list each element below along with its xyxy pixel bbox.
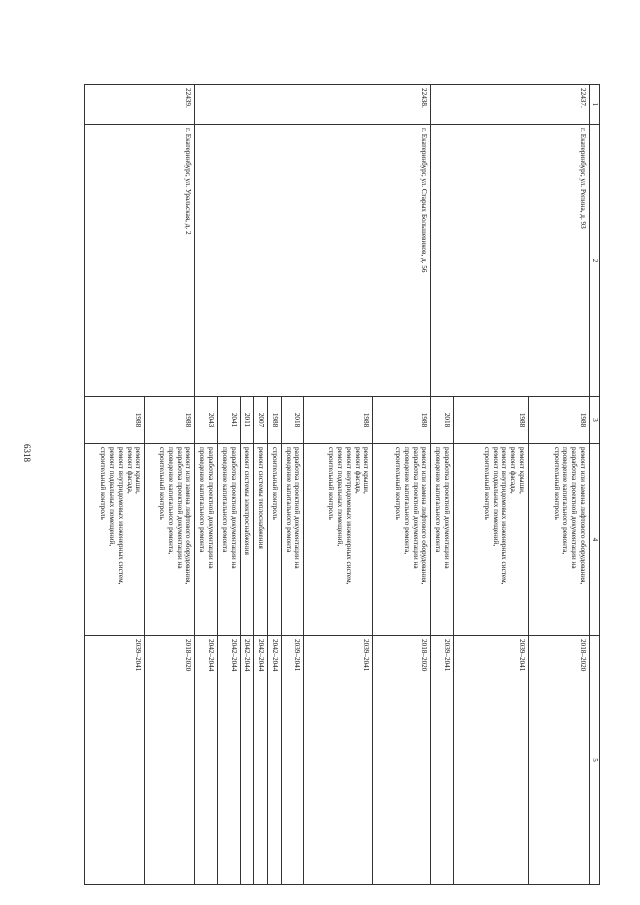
work-line: разработка проектной документации на [293,447,302,569]
address-cell: г. Екатеринбург, ул. Уральская, д. 2 [85,125,195,397]
period-cell: 2039–2041 [454,636,529,885]
period-cell: 2042–2044 [268,636,282,885]
work-line: ремонт фасада, [353,447,362,494]
work-line: ремонт внутридомовых инженерных систем, [116,447,125,585]
work-line: проведение капитального ремонта [198,447,207,553]
row-number: 22438. [195,85,431,125]
column-header: 5 [590,636,600,885]
work-line: ремонт крыши, [518,447,526,494]
work-line: проведение капитального ремонта, [561,447,570,555]
work-line: ремонт системы электроснабжения [243,447,252,555]
year-cell: 1988 [529,397,590,444]
work-line: строительный контроль [158,447,167,520]
work-line: ремонт системы теплоснабжения [257,447,266,549]
period-cell: 2039–2041 [304,636,373,885]
page-number: 6318 [22,444,32,462]
work-line: ремонт или замена лифтового оборудования, [184,447,193,585]
work-line: разработка проектной документации на [443,447,451,569]
column-header: 1 [590,85,600,125]
work-line: ремонт подвальных помещений, [108,447,117,547]
works-cell [240,444,254,636]
period-cell: 2039–2041 [431,636,454,885]
works-cell [373,444,431,636]
year-cell: 1988 [145,397,195,444]
work-line: разработка проектной документации на [206,447,215,569]
header-row [590,85,600,885]
year-cell: 2007 [254,397,268,444]
row-number: 22437. [431,85,590,125]
work-line: ремонт подвальных помещений, [491,447,500,547]
year-cell: 1988 [268,397,282,444]
period-cell: 2042–2044 [217,636,240,885]
work-line: строительный контроль [552,447,561,520]
work-line: разработка проектной документации на [175,447,184,569]
work-line: проведение капитального ремонта, [166,447,175,555]
year-cell: 2018 [431,397,454,444]
year-cell: 1988 [454,397,529,444]
work-line: строительный контроль [99,447,108,520]
works-cell [304,444,373,636]
work-line: строительный контроль [482,447,491,520]
period-cell: 2018–2020 [373,636,431,885]
work-line: ремонт или замена лифтового оборудования, [579,447,587,585]
works-cell [254,444,268,636]
period-cell: 2039–2041 [85,636,145,885]
work-line: разработка проектной документации на [570,447,579,569]
table-row [145,85,195,885]
works-cell [529,444,590,636]
year-cell: 1988 [373,397,431,444]
work-line: ремонт фасада, [125,447,134,494]
period-cell: 2042–2044 [195,636,218,885]
column-header: 4 [590,444,600,636]
address-cell: г. Екатеринбург, ул. Старых Большевиков, д. 56 [195,125,431,397]
work-line: проведение капитального ремонта, [402,447,411,555]
work-line: ремонт крыши, [362,447,371,494]
works-cell [85,444,145,636]
works-cell [281,444,304,636]
work-line: разработка проектной документации на [411,447,420,569]
work-line: ремонт подвальных помещений, [336,447,345,547]
work-line: проведение капитального ремонта [284,447,293,553]
period-cell: 2042–2044 [240,636,254,885]
column-header: 2 [590,125,600,397]
address-cell: г. Екатеринбург, ул. Репина, д. 93 [431,125,590,397]
column-header: 3 [590,397,600,444]
work-line: ремонт фасада, [509,447,518,494]
work-line: разработка проектной документации на [229,447,238,569]
work-line: строительный контроль [327,447,336,520]
works-cell [145,444,195,636]
year-cell: 2011 [240,397,254,444]
rotated-table-sheet [80,84,600,884]
year-cell: 2018 [281,397,304,444]
period-cell: 2042–2044 [254,636,268,885]
works-cell [431,444,454,636]
row-number: 22439. [85,85,195,125]
table-row [373,85,431,885]
works-cell [268,444,282,636]
work-line: ремонт или замена лифтового оборудования, [420,447,429,585]
work-line: проведение капитального ремонта [220,447,229,553]
table-row [529,85,590,885]
works-cell [454,444,529,636]
year-cell: 2043 [195,397,218,444]
work-line: ремонт внутридомовых инженерных систем, [344,447,353,585]
works-cell [195,444,218,636]
work-line: ремонт внутридомовых инженерных систем, [500,447,509,585]
work-line: строительный контроль [270,447,279,520]
work-line: ремонт крыши, [134,447,143,494]
period-cell: 2039–2041 [281,636,304,885]
repair-schedule-table [84,84,600,885]
work-line: проведение капитального ремонта [434,447,443,553]
year-cell: 1988 [85,397,145,444]
period-cell: 2018–2020 [145,636,195,885]
works-cell [217,444,240,636]
year-cell: 2041 [217,397,240,444]
work-line: строительный контроль [394,447,403,520]
year-cell: 1988 [304,397,373,444]
period-cell: 2018–2020 [529,636,590,885]
